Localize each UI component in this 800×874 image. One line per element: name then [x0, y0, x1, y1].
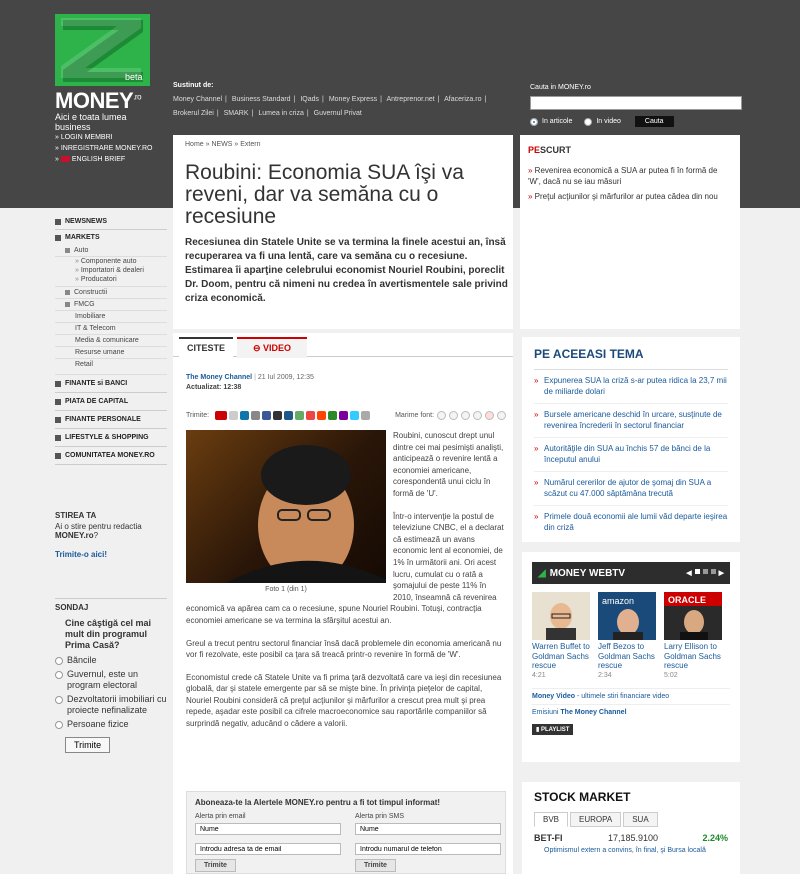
linkedin-icon[interactable]: [240, 411, 249, 420]
nav-newsnews[interactable]: NEWSNEWS: [55, 214, 167, 230]
share-label: Trimite:: [186, 411, 210, 419]
delicious-icon[interactable]: [251, 411, 260, 420]
nav-piata-capital[interactable]: PIATA DE CAPITAL: [55, 393, 167, 411]
email-name-input[interactable]: [195, 823, 341, 835]
oracle-text: ORACLE: [668, 595, 706, 605]
sponsor-link[interactable]: Business Standard: [231, 96, 291, 103]
webtv-header: [532, 562, 730, 584]
nav-finante-personale[interactable]: FINANTE PERSONALE: [55, 411, 167, 429]
english-brief-link[interactable]: » ENGLISH BRIEF: [55, 156, 126, 163]
article-title: Roubini: Economia SUA îşi va reveni, dar va semăna cu o recesiune: [185, 161, 464, 228]
square-bullet-icon: [55, 453, 61, 459]
related-articles: [522, 337, 740, 542]
video-item[interactable]: amazon Jeff Bezos to Goldman Sachs rescue 2:34: [598, 592, 656, 680]
share-more-icon[interactable]: [361, 411, 370, 420]
emisiuni-link[interactable]: Emisiuni The Money Channel: [532, 704, 730, 720]
uk-flag-icon: [61, 156, 70, 162]
playlist-button[interactable]: ▮ PLAYLIST: [532, 724, 573, 735]
stirea-title: STIREA TA: [55, 511, 97, 520]
square-bullet-icon: [55, 399, 61, 405]
nav-lifestyle[interactable]: LIFESTYLE & SHOPPING: [55, 429, 167, 447]
nav-finante-banci[interactable]: FINANTE si BANCI: [55, 375, 167, 393]
video-thumbnail[interactable]: [664, 592, 722, 640]
radio-articles[interactable]: [530, 118, 538, 126]
related-item[interactable]: » Expunerea SUA la criză s-ar putea ridica la 23,7 mii de miliarde dolari: [534, 370, 728, 404]
article-body: [173, 333, 513, 874]
photo-caption: Foto 1 (din 1): [265, 586, 307, 593]
amazon-text: amazon: [602, 596, 635, 606]
stock-index: BET-FI: [534, 833, 563, 843]
article-paragraph: Greul a trecut pentru sectorul financiar însă dacă problemele din economia americană nu vor fi rezolvate, este posibil ca ţara să treacă printr-o revenire în formă de 'W'.: [186, 638, 502, 660]
share-bar: [186, 408, 506, 422]
poll-option[interactable]: Persoane fizice: [55, 719, 167, 730]
nav-auto[interactable]: Auto: [55, 245, 167, 257]
sms-phone-input[interactable]: [355, 843, 501, 855]
email-alert-label: Alerta prin email: [195, 813, 246, 820]
radio-icon[interactable]: [55, 657, 63, 665]
logo-tagline: Aici e toata lumea business: [55, 112, 127, 132]
next-arrow-icon[interactable]: ▶: [718, 570, 724, 577]
video-duration: 5:02: [664, 671, 678, 679]
radio-video-label: In video: [596, 118, 621, 125]
pe-scurt-block: [520, 135, 740, 329]
nav-fmcg[interactable]: FMCG: [55, 299, 167, 311]
pe-scurt-item[interactable]: » Revenirea economică a SUA ar putea fi în formă de 'W', dacă nu se iau măsuri: [528, 165, 732, 187]
logo-beta: beta: [125, 72, 143, 82]
article-updated: 12:38: [223, 384, 242, 391]
left-navigation: [55, 214, 167, 465]
page-dot[interactable]: [711, 569, 716, 574]
sponsor-link[interactable]: IQads: [300, 96, 320, 103]
nav-plain-item[interactable]: Resurse umane: [55, 347, 167, 359]
square-bullet-icon: [65, 248, 70, 253]
radio-video[interactable]: [584, 118, 592, 126]
prev-arrow-icon[interactable]: ◀: [686, 570, 692, 577]
article-paragraph: Roubini, cunoscut drept unul dintre cei mai pesimişti analişti, anticipează o revenire lentă a economiei americane, corespondentă unui ciclu în formă de 'U'.: [393, 431, 504, 498]
sponsors-label: Sustinut de:: [173, 82, 214, 89]
stock-change: 2.24%: [702, 833, 728, 843]
email-address-input[interactable]: [195, 843, 341, 855]
alerts-title: Aboneaza-te la Alertele MONEY.ro pentru a fi tot timpul informat!: [195, 798, 441, 807]
related-item[interactable]: » Primele două economii ale lumii văd departe ieşirea din criză: [534, 506, 728, 539]
article-header: [173, 135, 513, 329]
radio-articles-label: In articole: [542, 118, 573, 125]
register-link[interactable]: » INREGISTRARE MONEY.RO: [55, 145, 153, 152]
article-tabs: [173, 333, 513, 357]
radio-icon[interactable]: [55, 696, 63, 704]
search-options: [530, 116, 742, 127]
nav-plain-item[interactable]: IT & Telecom: [55, 323, 167, 335]
video-item[interactable]: ORACLE Larry Ellison to Goldman Sachs rescue 5:02: [664, 592, 722, 680]
nav-constructii[interactable]: Constructii: [55, 287, 167, 299]
poll-option[interactable]: Băncile: [55, 655, 167, 666]
sponsors-row-2: Brokerul Zilei | SMARK | Lumea in criza | Guvernul Privat: [173, 110, 362, 117]
pdf-icon[interactable]: [485, 411, 494, 420]
forward-icon[interactable]: [497, 411, 506, 420]
sms-alert-submit-button[interactable]: Trimite: [355, 859, 396, 872]
sms-name-input[interactable]: [355, 823, 501, 835]
email-alert-column: [195, 813, 341, 872]
email-icon[interactable]: [229, 411, 238, 420]
radio-icon[interactable]: [55, 721, 63, 729]
stock-row[interactable]: [534, 833, 728, 843]
search-input[interactable]: [530, 96, 742, 110]
video-thumbnail[interactable]: [598, 592, 656, 640]
facebook-icon[interactable]: [262, 411, 271, 420]
square-bullet-icon: [55, 381, 61, 387]
money-webtv: [522, 552, 740, 762]
site-logo[interactable]: [55, 14, 155, 132]
video-thumbnail[interactable]: [532, 592, 590, 640]
sponsors-row-1: Money Channel | Business Standard | IQads | Money Express | Antreprenor.net | Afaceriza.ro |: [173, 96, 487, 103]
nav-auto-sub[interactable]: » Producatori: [55, 275, 167, 287]
stock-value: 17,185.9100: [607, 833, 658, 843]
video-camera-icon: ⊖: [253, 343, 264, 353]
poll-block: [55, 598, 167, 753]
nav-auto-sub[interactable]: » Importatori & dealeri: [55, 266, 167, 275]
tab-citeste[interactable]: CITESTE: [179, 337, 233, 357]
square-bullet-icon: [55, 219, 61, 225]
webtv-title: MONEY WEBTV: [549, 567, 626, 579]
money-video-link[interactable]: Money Video - ultimele stiri financiare video: [532, 688, 730, 704]
sponsor-link[interactable]: Lumea in criza: [258, 110, 304, 117]
twitter-icon[interactable]: [350, 411, 359, 420]
square-bullet-icon: [65, 290, 70, 295]
sponsor-link[interactable]: Brokerul Zilei: [173, 110, 214, 117]
sponsor-link[interactable]: Money Channel: [173, 96, 223, 103]
article-meta: The Money Channel | 21 Iul 2009, 12:35 Actualizat: 12:38: [186, 374, 314, 391]
bookmark-icon[interactable]: [295, 411, 304, 420]
login-link[interactable]: » LOGIN MEMBRI: [55, 134, 113, 141]
logo-z-mark: [55, 14, 150, 86]
sponsors-block: [173, 82, 513, 121]
stirea-ta-block: [55, 511, 167, 559]
search-block: [530, 84, 742, 127]
myyahoo-icon[interactable]: [339, 411, 348, 420]
nav-auto-sub[interactable]: » Componente auto: [55, 257, 167, 266]
sms-alert-label: Alerta prin SMS: [355, 813, 405, 820]
font-decrease-icon[interactable]: [437, 411, 446, 420]
square-bullet-icon: [55, 417, 61, 423]
pe-scurt-title: PESCURT: [528, 145, 572, 155]
video-item[interactable]: Warren Buffet to Goldman Sachs rescue 4:21: [532, 592, 590, 680]
nav-comunitatea[interactable]: COMUNITATEA MONEY.RO: [55, 447, 167, 465]
logo-wordmark: $MONEY^{.ro}$: [55, 88, 142, 113]
digg-icon[interactable]: [284, 411, 293, 420]
article-lead: Recesiunea din Statele Unite se va termina la finele acestui an, însă recuperarea va fi una lentă, care va semăna cu o recesiune. Estimarea îi aparţine celebrului economist Nouriel Roubini, poreclit Dr. Doom, pentru că nimeni nu credea în avertismentele sale privind criza economică.: [185, 237, 508, 304]
stock-news-link[interactable]: Optimismul extern a convins, în final, şi Bursa locală: [544, 847, 706, 854]
article-date: 21 Iul 2009, 12:35: [257, 374, 314, 381]
nav-plain-item[interactable]: Imobiliare: [55, 311, 167, 323]
video-duration: 2:34: [598, 671, 612, 679]
poll-option[interactable]: Dezvoltatorii imobiliari cu proiecte nefinalizate: [55, 694, 167, 716]
breadcrumb[interactable]: Home » NEWS » Extern: [185, 141, 261, 148]
tab-video[interactable]: ⊖ VIDEO: [237, 337, 307, 358]
font-increase-icon[interactable]: [449, 411, 458, 420]
search-button[interactable]: Cauta: [635, 116, 674, 127]
sponsor-link[interactable]: SMARK: [223, 110, 249, 117]
sponsor-link[interactable]: Antreprenor.net: [386, 96, 435, 103]
poll-submit-button[interactable]: Trimite: [65, 737, 110, 753]
related-item[interactable]: » Bursele americane deschid în urcare, susţinute de revenirea încrederii în sectorul financiar: [534, 404, 728, 438]
nav-plain-item[interactable]: Retail: [55, 359, 167, 375]
page-dot[interactable]: [695, 569, 700, 574]
reddit-icon[interactable]: [317, 411, 326, 420]
nav-plain-item[interactable]: Media & comunicare: [55, 335, 167, 347]
save-icon[interactable]: [473, 411, 482, 420]
stumble-icon[interactable]: [306, 411, 315, 420]
page-dot[interactable]: [703, 569, 708, 574]
pe-scurt-item[interactable]: » Preţul acţiunilor şi mărfurilor ar putea cădea din nou: [528, 191, 732, 202]
nav-markets[interactable]: MARKETS: [55, 230, 167, 245]
video-duration: 4:21: [532, 671, 546, 679]
sponsor-link[interactable]: Afaceriza.ro: [444, 96, 482, 103]
print-icon[interactable]: [461, 411, 470, 420]
square-bullet-icon: [55, 435, 61, 441]
stirea-text: Ai o stire pentru redactia MONEY.ro?: [55, 522, 142, 540]
square-bullet-icon: [55, 235, 61, 241]
myspace-icon[interactable]: [273, 411, 282, 420]
sponsor-link[interactable]: Money Express: [328, 96, 378, 103]
technorati-icon[interactable]: [328, 411, 337, 420]
stirea-submit-link[interactable]: Trimite-o aici!: [55, 550, 108, 559]
alerts-subscribe: [186, 791, 506, 874]
poll-title: SONDAJ: [55, 598, 167, 612]
search-label: Cauta in MONEY.ro: [530, 84, 591, 91]
tab-sua[interactable]: SUA: [623, 812, 657, 827]
email-alert-submit-button[interactable]: Trimite: [195, 859, 236, 872]
webtv-logo-icon: ◢: [538, 567, 546, 579]
stock-tabs: [534, 812, 728, 827]
sponsor-link[interactable]: Guvernul Privat: [313, 110, 362, 117]
poll-question: Cine câştigă cel mai mult din programul Prima Casă?: [65, 618, 152, 650]
radio-icon[interactable]: [55, 671, 63, 679]
article-text: [186, 430, 506, 741]
related-item[interactable]: » Numărul cererilor de ajutor de şomaj din SUA a scăzut cu 47.000 săptămâna trecută: [534, 472, 728, 506]
sms-alert-column: [355, 813, 501, 872]
tab-bvb[interactable]: BVB: [534, 812, 568, 827]
font-size-controls: Marime font:: [395, 411, 506, 420]
related-title: PE ACEEASI TEMA: [534, 347, 728, 370]
stock-market: [522, 782, 740, 874]
article-paragraph: Economistul crede că Statele Unite va fi prima ţară dezvoltată care va ieşi din recesiunea globală, dar şi statele emergente par să se mişte bine. În privinţa pieţelor de capital, Nouriel Roubini consideră că preţul acţiunilor şi mărfurilor a crescut prea mult şi prea repede, aşadar este posibil ca cifrele macroeconomice sau raportările companiilor să surprindă negativ, aducând o cădere a valorii.: [186, 672, 502, 729]
yahoo-icon[interactable]: [215, 411, 227, 420]
article-paragraph: Într-o intervenţie la postul de televiziune CNBC, el a declarat că estimează un avans economic lent al economiei, de 1% în următorii ani. Ori acest lucru, cumulat cu o rată a şomajului de peste 11% în 2010, înseamnă că revenirea economică va apărea cam ca o recesiune, spune Nouriel Roubini. Totuşi, contracţia economiei americane se va termina la sfârşitul acestui an.: [186, 511, 504, 625]
article-source[interactable]: The Money Channel: [186, 374, 253, 381]
poll-option[interactable]: Guvernul, este un program electoral: [55, 669, 167, 691]
user-menu: [55, 132, 165, 165]
related-item[interactable]: » Autorităţile din SUA au închis 57 de bănci de la începutul anului: [534, 438, 728, 472]
webtv-pager: [686, 569, 724, 577]
square-bullet-icon: [65, 302, 70, 307]
stock-title: STOCK MARKET: [534, 790, 631, 804]
tab-europa[interactable]: EUROPA: [570, 812, 621, 827]
